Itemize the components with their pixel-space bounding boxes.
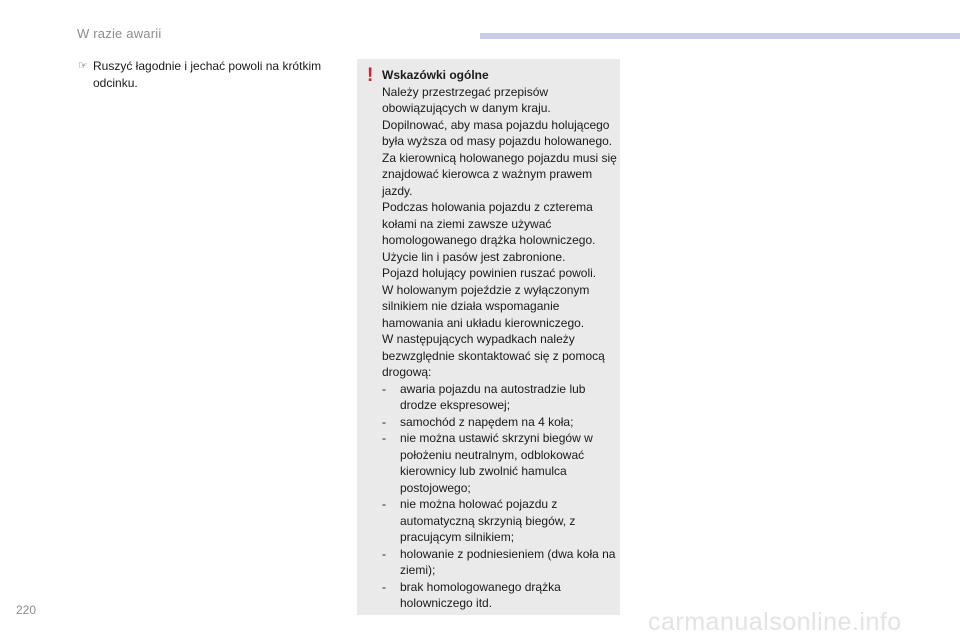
list-dash: -	[382, 381, 386, 396]
list-dash: -	[382, 546, 386, 561]
warning-title: Wskazówki ogólne	[382, 68, 489, 82]
list-item-text: samochód z napędem na 4 koła;	[400, 414, 574, 429]
warning-icon: !	[367, 65, 374, 86]
list-dash: -	[382, 497, 386, 511]
list-item	[382, 579, 617, 612]
list-item	[382, 430, 617, 496]
warning-body	[382, 67, 617, 612]
warning-paragraph: Pojazd holujący powinien ruszać powoli.	[382, 266, 597, 280]
list-item-text: brak homologowanego drążka holowniczego itd.	[400, 579, 561, 610]
header-bar	[480, 33, 960, 39]
list-item	[382, 381, 617, 414]
list-item-text: nie można holować pojazdu z automatyczną skrzynią biegów, z pracującym silnikiem;	[400, 497, 576, 544]
warning-box	[357, 59, 620, 615]
warning-paragraph: Należy przestrzegać przepisów obowiązujących w danym kraju.	[382, 84, 551, 115]
warning-paragraph: Dopilnować, aby masa pojazdu holującego była wyższa od masy pojazdu holowanego.	[382, 117, 613, 148]
warning-paragraph: Za kierownicą holowanego pojazdu musi się znajdować kierowca z ważnym prawem jazdy.	[382, 150, 617, 198]
warning-paragraph: W następujących wypadkach należy bezwzględnie skontaktować się z pomocą drogową:	[382, 332, 605, 379]
section-title: W razie awarii	[77, 26, 162, 41]
left-column	[78, 58, 348, 91]
list-item	[382, 414, 617, 431]
list-dash: -	[382, 579, 386, 594]
bullet-item	[78, 58, 348, 91]
list-item	[382, 546, 617, 579]
warning-paragraph: W holowanym pojeździe z wyłączonym silnikiem nie działa wspomaganie hamowania ani układu kierowniczego.	[382, 282, 590, 330]
list-item	[382, 496, 617, 546]
watermark: carmanualsonline.info	[648, 608, 902, 636]
list-item-text: holowanie z podniesieniem (dwa koła na ziemi);	[400, 546, 616, 577]
page-number: 220	[16, 603, 37, 617]
list-item-text: awaria pojazdu na autostradzie lub drodze ekspresowej;	[400, 381, 586, 412]
warning-paragraph: Podczas holowania pojazdu z czterema kołami na ziemi zawsze używać homologowanego drążka holowniczego.	[382, 200, 596, 247]
warning-paragraph: Użycie lin i pasów jest zabronione.	[382, 249, 566, 264]
pointing-hand-icon: ☞	[78, 60, 88, 72]
list-dash: -	[382, 414, 386, 429]
list-item-text: nie można ustawić skrzyni biegów w położeniu neutralnym, odblokować kierownicy lub zwolnić hamulca postojowego;	[400, 431, 593, 495]
list-dash: -	[382, 431, 386, 445]
bullet-text: Ruszyć łagodnie i jechać powoli na krótkim odcinku.	[93, 59, 322, 90]
